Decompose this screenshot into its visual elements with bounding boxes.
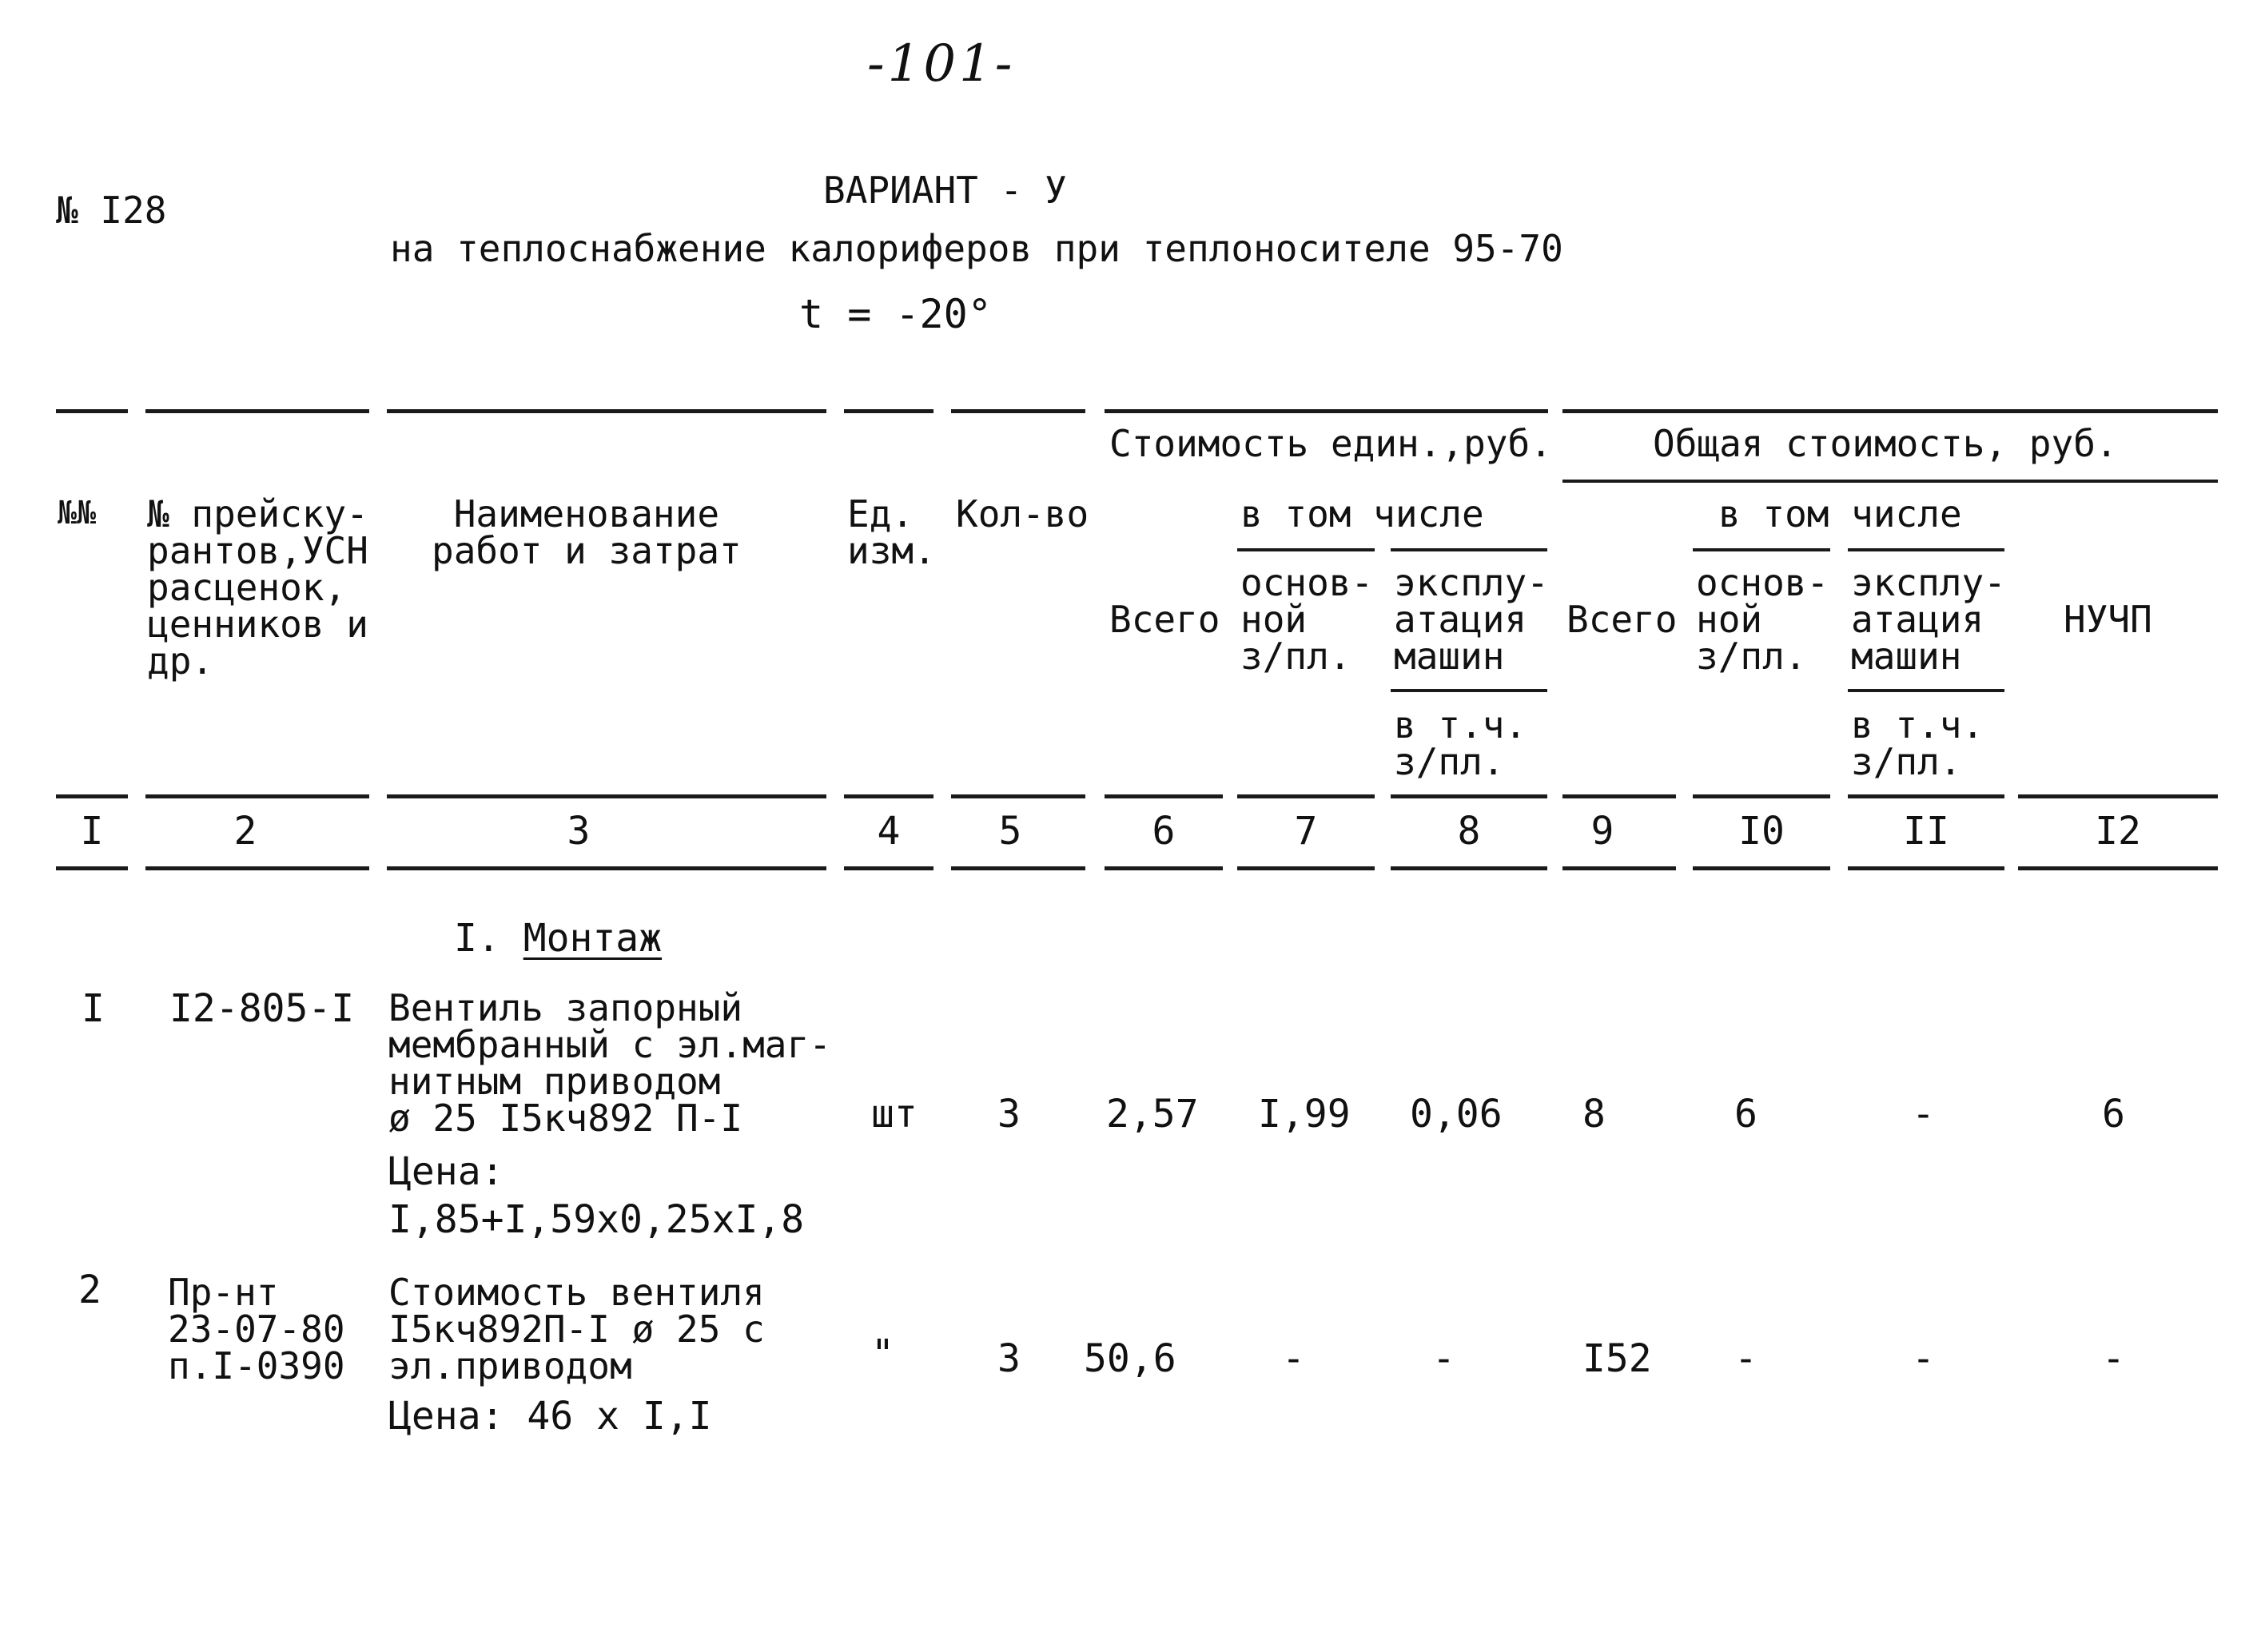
header-price-list: № прейску- рантов,УСН расценок, ценников и др. [147, 492, 368, 683]
row-unit-machine: 0,06 [1410, 1092, 1503, 1136]
row-total-machine: - [1912, 1092, 1935, 1136]
temperature-line: t = -20° [799, 291, 992, 337]
row-price-label: Цена: 46 x I,I [388, 1394, 712, 1439]
row-name: Стоимость вентиля I5кч892П-I ø 25 с эл.приводом [388, 1271, 765, 1387]
header-unit-total: Всего [1109, 598, 1220, 641]
header-unit-machine-incl-pay: в т.ч. з/пл. [1394, 703, 1527, 783]
row-unit-total: 2,57 [1106, 1092, 1199, 1136]
column-number: 9 [1590, 809, 1614, 854]
section-name: Монтаж [523, 916, 663, 961]
row-quantity: 3 [997, 1336, 1021, 1381]
header-unit-basic-pay: основ- ной з/пл. [1240, 561, 1374, 678]
row-code: Пр-нт 23-07-80 п.I-0390 [168, 1271, 345, 1387]
row-total-machine: - [1912, 1336, 1935, 1381]
row-price-formula: I,85+I,59x0,25xI,8 [388, 1197, 805, 1242]
row-nuchp: - [2102, 1336, 2125, 1381]
header-quantity: Кол-во [956, 492, 1089, 535]
column-number: 2 [233, 809, 257, 854]
row-name: Вентиль запорный мембранный с эл.маг- нитным приводом ø 25 I5кч892 П-I [388, 986, 831, 1140]
row-total: I52 [1582, 1336, 1652, 1381]
header-total-cost-group: Общая стоимость, руб. [1653, 422, 2118, 465]
header-incl-unit: в том числе [1240, 492, 1484, 535]
row-total-basic-pay: 6 [1734, 1092, 1757, 1136]
row-unit-basic-pay: I,99 [1258, 1092, 1351, 1136]
header-total-machine-incl-pay: в т.ч. з/пл. [1851, 703, 1984, 783]
document-number: № I28 [56, 189, 167, 232]
row-nuchp: 6 [2102, 1092, 2125, 1136]
row-total: 8 [1582, 1092, 1606, 1136]
row-number: 2 [78, 1268, 102, 1312]
header-total-total: Всего [1566, 598, 1678, 641]
column-number: 4 [877, 809, 901, 854]
header-total-machine: эксплу- атация машин [1851, 561, 2006, 678]
row-unit-total: 50,6 [1084, 1336, 1176, 1381]
document-title: ВАРИАНТ - У [823, 169, 1067, 212]
section-number: I. [454, 916, 500, 961]
row-unit-machine: - [1432, 1336, 1455, 1381]
column-number: 7 [1294, 809, 1318, 854]
column-number: 3 [567, 809, 591, 854]
row-number: I [82, 986, 105, 1031]
header-total-basic-pay: основ- ной з/пл. [1696, 561, 1829, 678]
row-total-basic-pay: - [1734, 1336, 1757, 1381]
column-number: 6 [1152, 809, 1176, 854]
header-unit: Ед. изм. [847, 492, 936, 572]
row-unit: шт [871, 1092, 918, 1136]
page-number: -101- [867, 34, 1016, 94]
row-price-label: Цена: [388, 1149, 504, 1194]
column-number: 8 [1457, 809, 1481, 854]
row-code: I2-805-I [169, 986, 355, 1031]
header-unit-machine: эксплу- атация машин [1394, 561, 1549, 678]
header-incl-total: в том числе [1718, 492, 1962, 535]
column-number: I2 [2095, 809, 2141, 854]
header-work-name: Наименование работ и затрат [432, 492, 742, 572]
document-subtitle: на теплоснабжение калориферов при теплоносителе 95-70 [390, 227, 1563, 270]
header-unit-cost-group: Стоимость един.,руб. [1109, 422, 1552, 465]
column-number: II [1903, 809, 1949, 854]
header-col-no: №№ [58, 495, 97, 531]
row-unit: " [871, 1332, 894, 1376]
column-number: 5 [998, 809, 1022, 854]
column-number: I0 [1738, 809, 1785, 854]
row-unit-basic-pay: - [1282, 1336, 1305, 1381]
column-number: I [80, 809, 104, 854]
section-heading [454, 916, 663, 961]
row-quantity: 3 [997, 1092, 1021, 1136]
header-nuchp: НУЧП [2064, 598, 2152, 641]
